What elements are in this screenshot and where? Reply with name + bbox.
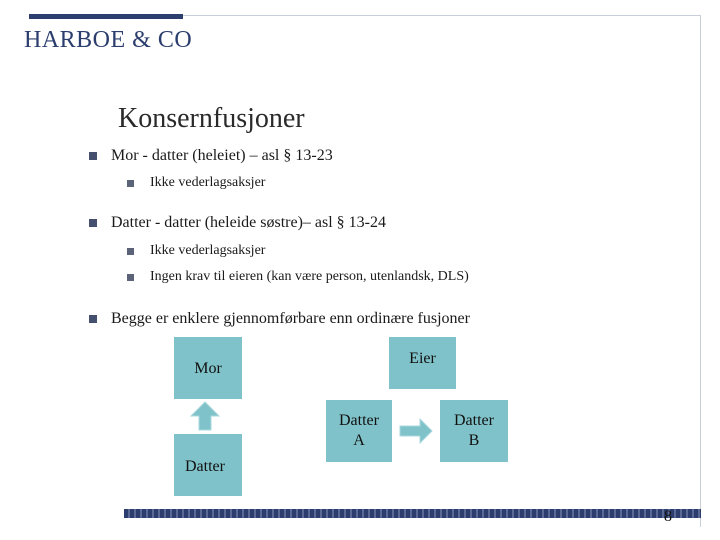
- bullet-square-icon: [89, 152, 97, 160]
- mor-label: Mor: [194, 360, 222, 377]
- sub-bullet-square-icon: [127, 274, 134, 281]
- mor-box: [174, 337, 242, 399]
- datter-a-label: Datter A: [339, 412, 379, 449]
- sub-bullet-ingen-krav: [127, 269, 469, 285]
- sub-bullet-text: Ingen krav til eieren (kan være person, utenlandsk, DLS): [150, 269, 469, 284]
- bullet-text: Datter - datter (heleide søstre)– asl § 13-24: [111, 214, 387, 231]
- sub-bullet-square-icon: [127, 180, 134, 187]
- datter-box: [174, 434, 242, 496]
- bullet-square-icon: [89, 219, 97, 227]
- bullet-square-icon: [89, 315, 97, 323]
- datter-label: Datter: [185, 458, 225, 475]
- eier-label: Eier: [409, 350, 436, 367]
- bullet-text: Begge er enklere gjennomførbare enn ordinære fusjoner: [111, 310, 470, 327]
- eier-box: [389, 337, 456, 389]
- sub-bullet-ikke-vederlag-2: [127, 243, 265, 259]
- bullet-mor-datter: [89, 147, 333, 165]
- logo-bar: [29, 14, 183, 19]
- datter-b-label: Datter B: [454, 412, 494, 449]
- arrow-up-icon: [189, 400, 221, 432]
- slide-title: Konsernfusjoner: [118, 103, 305, 134]
- bullet-datter-datter: [89, 214, 386, 232]
- bullet-text: Mor - datter (heleiet) – asl § 13-23: [111, 147, 333, 164]
- sub-bullet-square-icon: [127, 248, 134, 255]
- page-number: 8: [664, 508, 672, 525]
- footer-bar: [124, 509, 701, 518]
- datter-b-box: [440, 400, 508, 462]
- datter-a-box: [326, 400, 392, 462]
- sub-bullet-ikke-vederlag-1: [127, 175, 265, 191]
- arrow-right-icon: [398, 418, 434, 444]
- bullet-begge-enklere: [89, 310, 470, 328]
- sub-bullet-text: Ikke vederlagsaksjer: [150, 243, 266, 258]
- company-logo: HARBOE & CO: [24, 27, 193, 53]
- sub-bullet-text: Ikke vederlagsaksjer: [150, 175, 266, 190]
